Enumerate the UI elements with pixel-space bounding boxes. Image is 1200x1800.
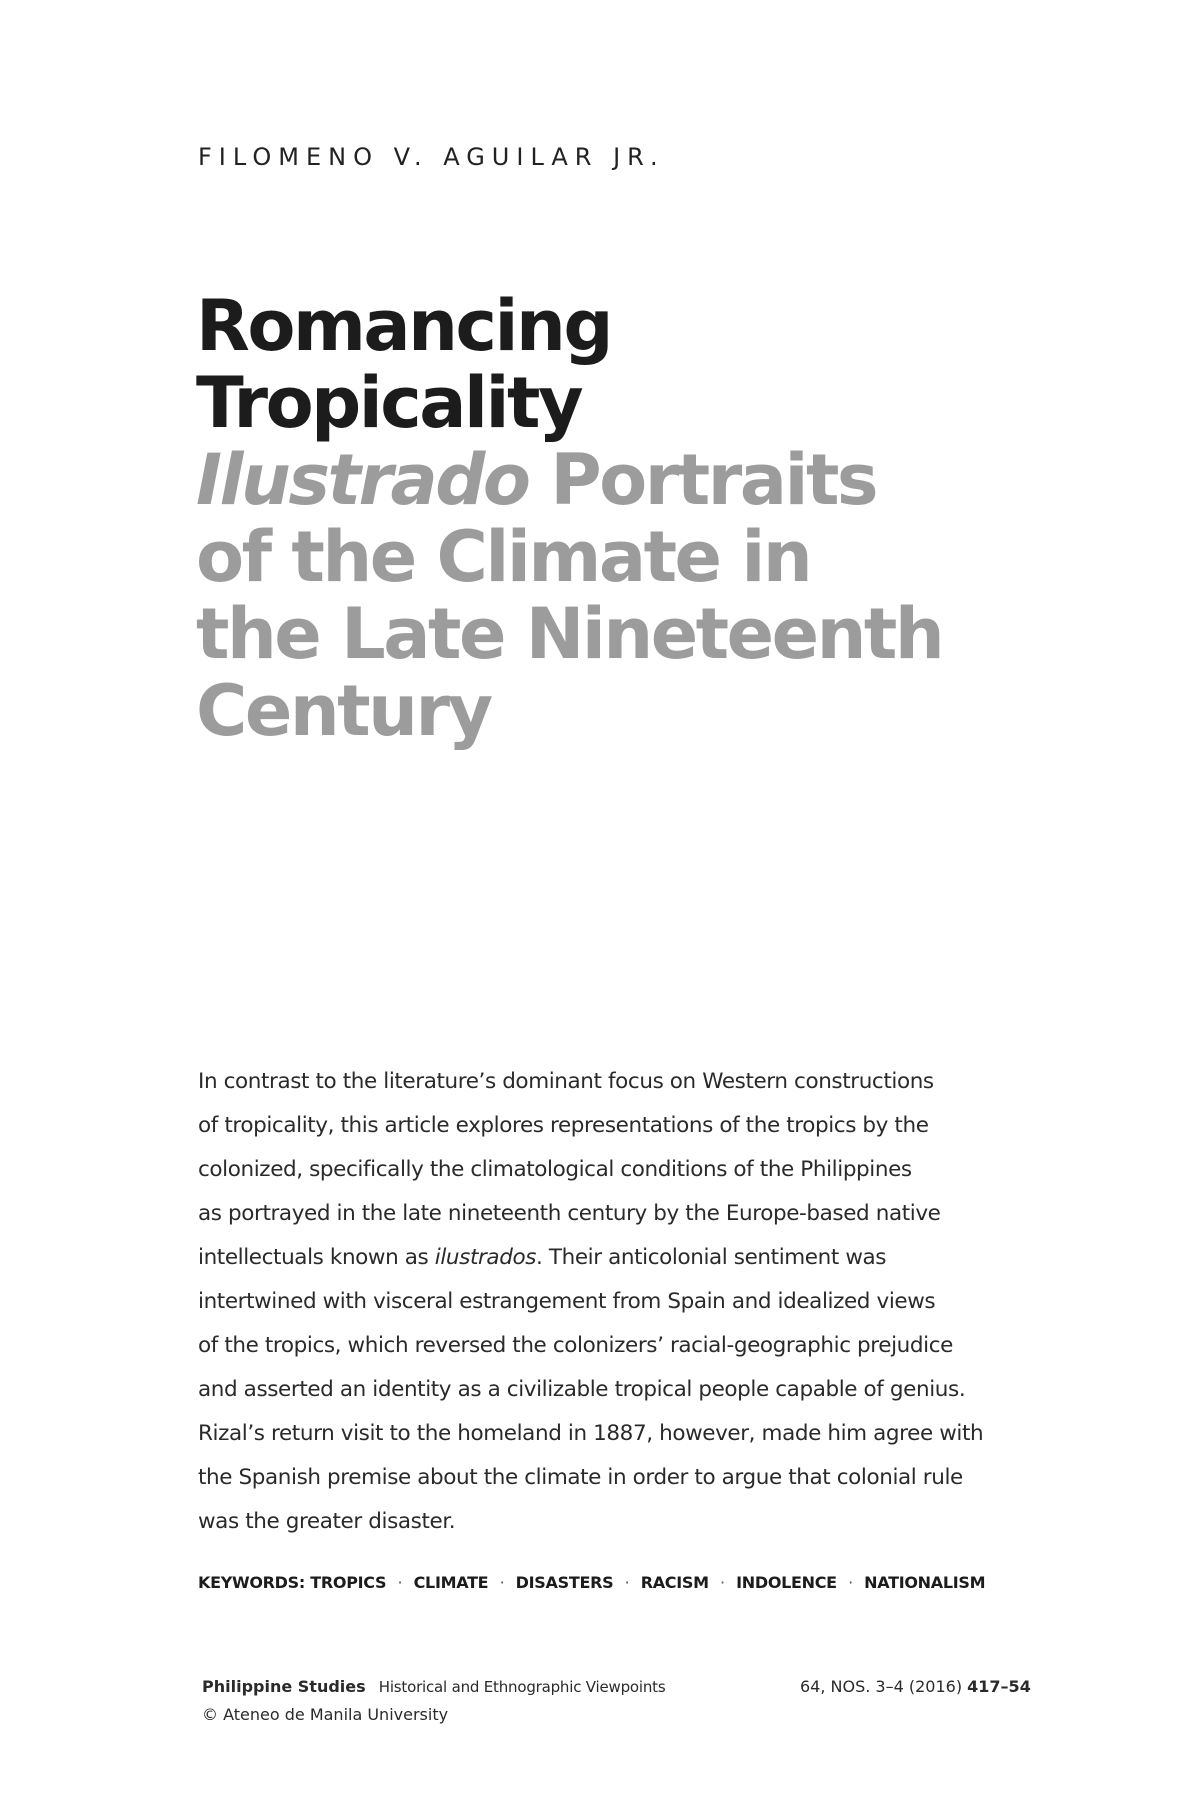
abstract-line: In contrast to the literature’s dominant focus on Western constructions [198,1069,934,1094]
subtitle-rest: Portraits [528,439,877,521]
keyword-separator: · [397,1573,403,1592]
keyword-separator: · [720,1573,725,1592]
abstract-line: the Spanish premise about the climate in order to argue that colonial rule [198,1465,963,1490]
journal-subtitle: Historical and Ethnographic Viewpoints [378,1678,666,1696]
keywords-label: KEYWORDS: [198,1573,311,1592]
author-name: FILOMENO V. AGUILAR JR. [198,143,665,171]
journal-name: Philippine Studies [202,1677,366,1696]
subtitle-line-2: of the Climate in [196,516,811,598]
footer-citation [800,1673,1031,1701]
keyword: NATIONALISM [864,1573,986,1592]
abstract-text: intellectuals known as [198,1245,435,1270]
abstract-line: of the tropics, which reversed the colonizers’ racial-geographic prejudice [198,1333,953,1358]
keyword-separator: · [499,1573,505,1592]
abstract [198,1060,1058,1544]
abstract-line: Rizal’s return visit to the homeland in 1887, however, made him agree with [198,1421,984,1446]
title-line-2: Tropicality [196,362,582,444]
keyword: CLIMATE [413,1573,489,1592]
article-title [196,285,1096,752]
abstract-line: as portrayed in the late nineteenth century by the Europe-based native [198,1201,941,1226]
footer-journal-info [202,1673,665,1729]
keywords [198,1573,985,1592]
abstract-line: intertwined with visceral estrangement from Spain and idealized views [198,1289,936,1314]
abstract-line: and asserted an identity as a civilizable tropical people capable of genius. [198,1377,966,1402]
journal-line [202,1673,665,1701]
abstract-italic-term: ilustrados [434,1245,537,1270]
keyword-separator: · [624,1573,630,1592]
subtitle-line-1 [196,439,1096,521]
keyword: RACISM [640,1573,709,1592]
abstract-text: . Their anticolonial sentiment was [536,1245,887,1270]
copyright: © Ateneo de Manila University [202,1705,449,1724]
abstract-line: colonized, specifically the climatological conditions of the Philippines [198,1157,912,1182]
subtitle-line-3: the Late Nineteenth [196,593,943,675]
subtitle-line-4: Century [196,670,491,752]
keyword: DISASTERS [515,1573,614,1592]
volume-info: 64, NOS. 3–4 (2016) [800,1677,968,1696]
subtitle-italic-word: Ilustrado [196,439,529,521]
keyword: INDOLENCE [736,1573,837,1592]
title-line-1: Romancing [196,285,611,367]
abstract-line: of tropicality, this article explores representations of the tropics by the [198,1113,929,1138]
keyword: TROPICS [310,1573,387,1592]
keyword-separator: · [848,1573,853,1592]
abstract-line: was the greater disaster. [198,1509,456,1534]
page-range: 417–54 [967,1677,1031,1696]
abstract-line [198,1236,1058,1280]
